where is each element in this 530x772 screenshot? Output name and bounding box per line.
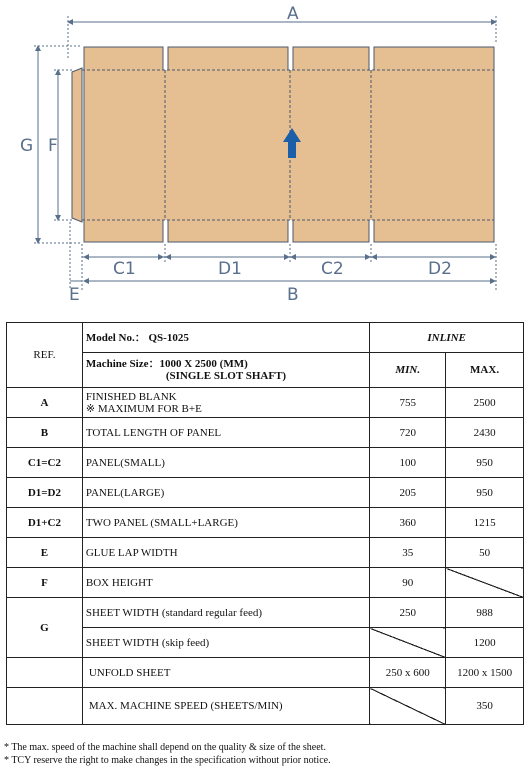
row-desc: GLUE LAP WIDTH [82,538,369,568]
table-row [7,568,524,598]
row-desc: UNFOLD SHEET [82,658,369,688]
row-ref: G [7,598,83,658]
row-max: 2430 [446,418,524,448]
min-header: MIN. [370,353,446,388]
row-min: 720 [370,418,446,448]
dim-label-c1: C1 [113,259,136,279]
table-row [7,448,524,478]
panel-c1 [84,47,163,242]
box-blank-diagram [0,0,530,310]
row-min: 205 [370,478,446,508]
table-row [7,388,524,418]
row-ref: B [7,418,83,448]
row-min: 250 x 600 [370,658,446,688]
row-max: 2500 [446,388,524,418]
row-min-empty [370,628,446,658]
header-row-2 [7,353,524,388]
panel-d2 [374,47,494,242]
table-row [7,688,524,725]
table-row [7,418,524,448]
dim-label-d1: D1 [218,259,242,279]
row-desc: PANEL(SMALL) [82,448,369,478]
row-desc: PANEL(LARGE) [82,478,369,508]
machine-size: Machine Size：1000 X 2500 (MM) (SINGLE SLOT SHAFT) [82,353,369,388]
row-desc: FINISHED BLANK ※ MAXIMUM FOR B+E [82,388,369,418]
row-ref: D1=D2 [7,478,83,508]
row-desc: SHEET WIDTH (skip feed) [82,628,369,658]
row-max: 1200 x 1500 [446,658,524,688]
row-ref-empty [7,658,83,688]
dim-label-c2: C2 [321,259,344,279]
row-ref: D1+C2 [7,508,83,538]
inline-header: INLINE [370,323,524,353]
row-ref: E [7,538,83,568]
footnote: * The max. speed of the machine shall depend on the quality & size of the sheet. [4,742,326,753]
dim-label-e: E [69,285,80,305]
specification-table [6,322,524,725]
table-row [7,598,524,628]
ref-header: REF. [7,323,83,388]
row-max-empty [446,568,524,598]
dim-label-d2: D2 [428,259,452,279]
row-max: 988 [446,598,524,628]
dim-label-a: A [287,4,299,24]
max-header: MAX. [446,353,524,388]
table-row [7,538,524,568]
table-row [7,508,524,538]
row-desc: TOTAL LENGTH OF PANEL [82,418,369,448]
row-ref: A [7,388,83,418]
row-max: 1215 [446,508,524,538]
table-row [7,628,524,658]
dim-label-g: G [20,136,34,156]
row-desc: TWO PANEL (SMALL+LARGE) [82,508,369,538]
table-row [7,478,524,508]
row-min: 35 [370,538,446,568]
blank-shape [72,47,494,242]
footnotes [4,741,331,767]
row-max: 1200 [446,628,524,658]
row-ref-empty [7,688,83,725]
row-min: 90 [370,568,446,598]
row-ref: C1=C2 [7,448,83,478]
row-min: 100 [370,448,446,478]
row-min: 250 [370,598,446,628]
row-max: 950 [446,448,524,478]
row-desc: SHEET WIDTH (standard regular feed) [82,598,369,628]
panel-d1 [168,47,288,242]
dim-label-f: F [48,136,58,156]
table-row [7,658,524,688]
panel-c2 [293,47,369,242]
row-desc: BOX HEIGHT [82,568,369,598]
row-max: 350 [446,688,524,725]
row-min: 360 [370,508,446,538]
row-ref: F [7,568,83,598]
model-number: Model No.： QS-1025 [82,323,369,353]
glue-lap [72,68,82,222]
row-max: 50 [446,538,524,568]
row-min: 755 [370,388,446,418]
header-row [7,323,524,353]
row-min-empty [370,688,446,725]
row-max: 950 [446,478,524,508]
dim-label-b: B [287,285,299,305]
footnote: * TCY reserve the right to make changes in the specification without prior notice. [4,755,331,766]
row-desc: MAX. MACHINE SPEED (SHEETS/MIN) [82,688,369,725]
